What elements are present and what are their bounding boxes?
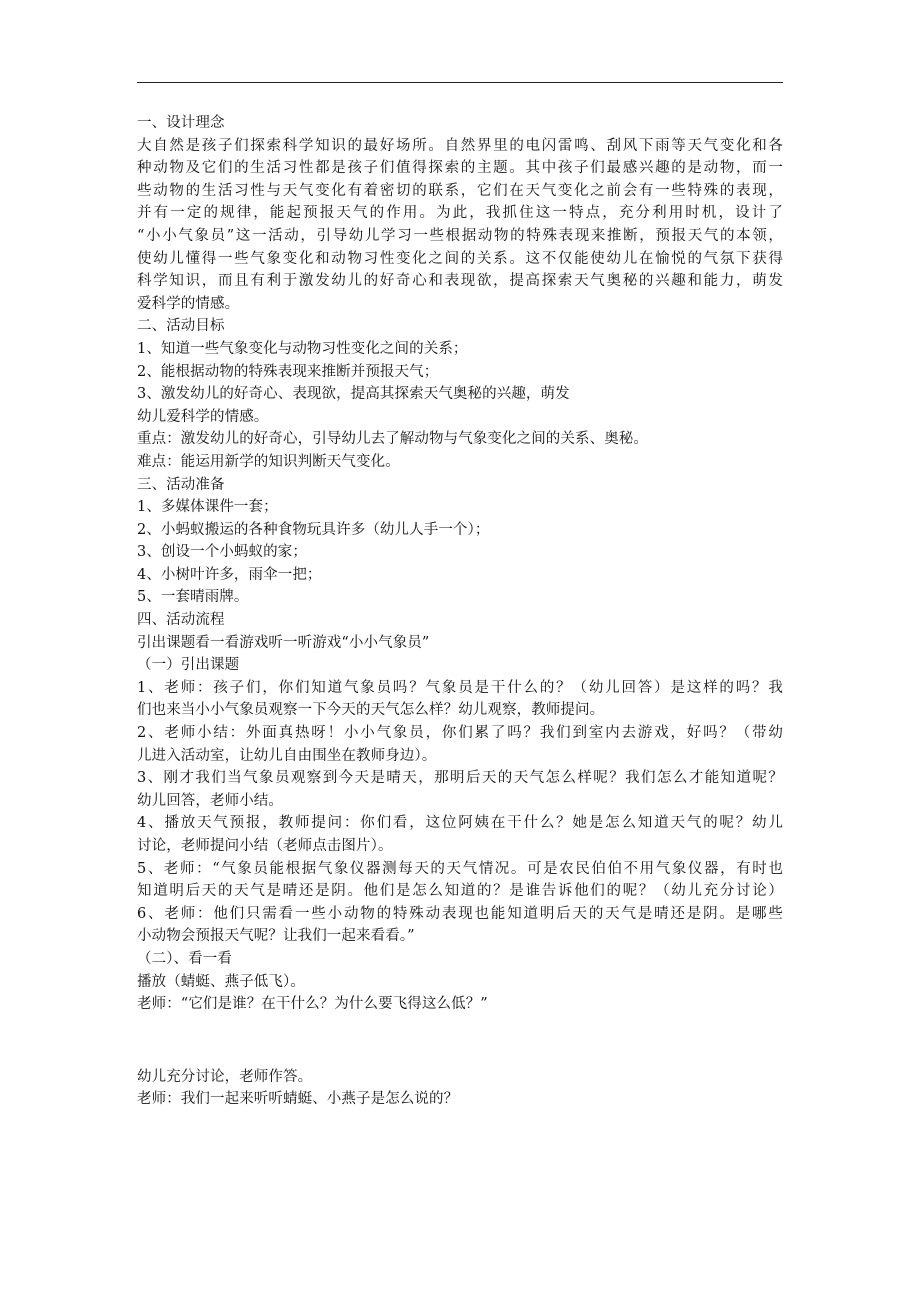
text-line: 爱科学的情感。 xyxy=(137,295,240,312)
text-line: （二）、看一看 xyxy=(137,950,232,967)
text-line: 一、设计理念 xyxy=(137,115,225,131)
text-line: 重点：激发幼儿的好奇心，引导幼儿去了解动物与气象变化之间的关系、奥秘。 xyxy=(137,431,648,448)
text-line: 播放（蜻蜓、燕子低飞）。 xyxy=(137,973,305,990)
text-line: “小小气象员”这一活动，引导幼儿学习一些根据动物的特殊表现来推断，预报天气的本领， xyxy=(137,227,783,244)
text-line: 3、创设一个小蚂蚁的家； xyxy=(137,544,307,561)
text-line: 大自然是孩子们探索科学知识的最好场所。自然界里的电闪雷鸣、刮风下雨等天气变化和各 xyxy=(137,137,783,154)
text-line: 老师：“它们是谁？在干什么？为什么要飞得这么低？” xyxy=(137,996,488,1013)
text-line: 2、小蚂蚁搬运的各种食物玩具许多（幼儿人手一个）； xyxy=(137,521,490,538)
text-line: 1、老师：孩子们，你们知道气象员吗？气象员是干什么的？（幼儿回答）是这样的吗？我 xyxy=(137,679,783,696)
text-line: 儿进入活动室，让幼儿自由围坐在教师身边）。 xyxy=(137,747,437,764)
text-line: 讨论，老师提问小结（老师点击图片）。 xyxy=(137,838,393,854)
blank-space xyxy=(137,1016,797,1066)
text-line: 种动物及它们的生活习性都是孩子们值得探索的主题。其中孩子们最感兴趣的是动物，而一 xyxy=(137,160,783,177)
text-line: 知道明后天的天气是晴还是阴。他们是怎么知道的？是谁告诉他们的呢？（幼儿充分讨论） xyxy=(137,883,783,900)
text-line: 三、活动准备 xyxy=(137,476,225,493)
text-line: 二、活动目标 xyxy=(137,318,225,335)
text-line: 6、老师：他们只需看一些小动物的特殊动表现也能知道明后天的天气是晴还是阴。是哪些 xyxy=(137,905,783,922)
header-rule xyxy=(137,82,783,83)
text-line: 小动物会预报天气呢？让我们一起来看看。” xyxy=(137,928,415,945)
text-line: 1、知道一些气象变化与动物习性变化之间的关系； xyxy=(137,340,468,357)
text-line: 4、小树叶许多，雨伞一把； xyxy=(137,566,322,583)
text-line: 并有一定的规律，能起预报天气的作用。为此，我抓住这一特点，充分利用时机，设计了 xyxy=(137,205,783,222)
text-block-continued xyxy=(137,1066,797,1111)
text-line: 3、激发幼儿的好奇心、表现欲，提高其探索天气奥秘的兴趣，萌发 xyxy=(137,386,570,403)
text-line: 使幼儿懂得一些气象变化和动物习性变化之间的关系。这不仅能使幼儿在愉悦的气氛下获得 xyxy=(137,250,783,267)
text-line: 幼儿爱科学的情感。 xyxy=(137,408,269,425)
text-line: 幼儿回答，老师小结。 xyxy=(137,792,283,809)
text-line: 老师：我们一起来听听蜻蜓、小燕子是怎么说的？ xyxy=(137,1091,459,1108)
text-line: 3、刚才我们当气象员观察到今天是晴天，那明后天的天气怎么样呢？我们怎么才能知道呢？ xyxy=(137,770,783,787)
text-line: （一）引出课题 xyxy=(137,657,240,674)
text-line: 些动物的生活习性与天气变化有着密切的联系，它们在天气变化之前会有一些特殊的表现， xyxy=(137,182,783,199)
text-line: 科学知识，而且有利于激发幼儿的好奇心和表现欲，提高探索天气奥秘的兴趣和能力，萌发 xyxy=(137,273,783,290)
text-line: 5、一套晴雨牌。 xyxy=(137,589,249,606)
text-line: 1、多媒体课件一套； xyxy=(137,499,278,516)
text-block-main xyxy=(137,112,797,1016)
text-line: 2、老师小结：外面真热呀！小小气象员，你们累了吗？我们到室内去游戏，好吗？（带幼 xyxy=(137,725,783,742)
document-body xyxy=(137,112,797,1111)
text-line: 2、能根据动物的特殊表现来推断并预报天气； xyxy=(137,363,439,380)
text-line: 幼儿充分讨论，老师作答。 xyxy=(137,1068,313,1085)
text-line: 引出课题看一看游戏听一听游戏“小小气象员” xyxy=(137,634,430,651)
text-line: 四、活动流程 xyxy=(137,612,225,629)
text-line: 难点：能运用新学的知识判断天气变化。 xyxy=(137,453,400,470)
text-line: 4、播放天气预报，教师提问：你们看，这位阿姨在干什么？她是怎么知道天气的呢？幼儿 xyxy=(137,815,783,832)
text-line: 们也来当小小气象员观察一下今天的天气怎么样？幼儿观察，教师提问。 xyxy=(137,702,605,719)
text-line: 5、老师：“气象员能根据气象仪器测每天的天气情况。可是农民伯伯不用气象仪器，有时也 xyxy=(137,860,783,877)
